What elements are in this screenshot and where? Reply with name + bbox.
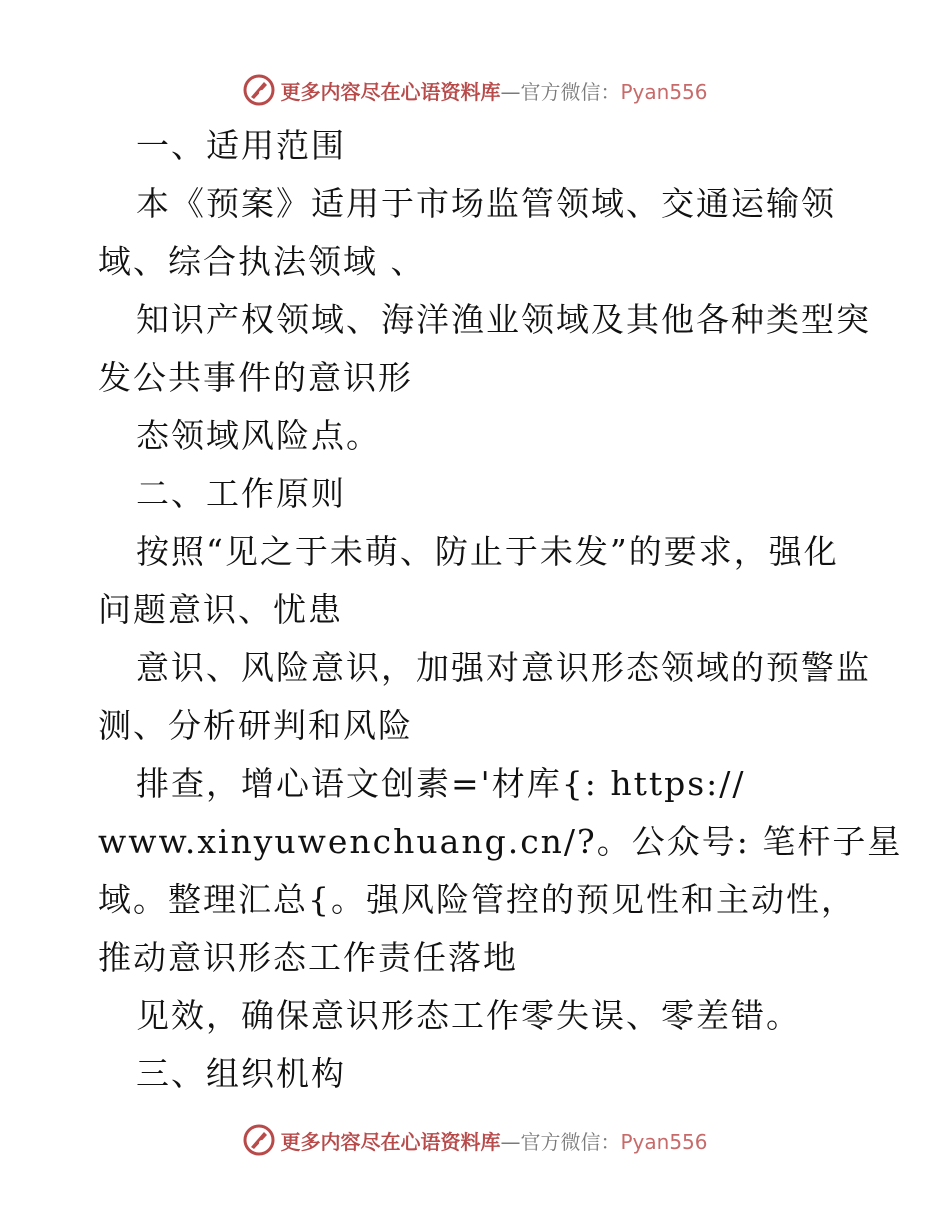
banner-text bbox=[280, 76, 707, 105]
banner-wechat-id: Pyan556 bbox=[620, 1129, 708, 1154]
footer-banner bbox=[0, 1120, 950, 1160]
paragraph-line: www.xinyuwenchuang.cn/?。公众号: 笔杆子星 bbox=[98, 822, 903, 861]
quill-seal-icon bbox=[242, 1123, 276, 1157]
banner-site-name: 更多内容尽在心语资料库 bbox=[280, 79, 501, 104]
banner-wechat-id: Pyan556 bbox=[620, 79, 708, 104]
section-heading-scope: 一、适用范围 bbox=[136, 126, 346, 165]
paragraph-line: 本《预案》适用于市场监管领域、交通运输领 bbox=[136, 184, 836, 223]
section-heading-principles: 二、工作原则 bbox=[136, 474, 346, 513]
paragraph-line: 问题意识、忧患 bbox=[98, 590, 343, 629]
paragraph-line: 见效，确保意识形态工作零失误、零差错。 bbox=[136, 996, 801, 1035]
quill-seal-icon bbox=[242, 73, 276, 107]
banner-text bbox=[280, 1126, 707, 1155]
paragraph-line: 态领域风险点。 bbox=[136, 416, 381, 455]
paragraph-line: 知识产权领域、海洋渔业领域及其他各种类型突 bbox=[136, 300, 871, 339]
paragraph-line: 域、综合执法领域 、 bbox=[98, 242, 426, 281]
section-heading-organization: 三、组织机构 bbox=[136, 1054, 346, 1093]
header-banner bbox=[0, 70, 950, 110]
paragraph-line: 排查，增心语文创素='材库{: https:// bbox=[136, 764, 746, 803]
banner-wechat-label: —官方微信： bbox=[500, 1129, 621, 1154]
paragraph-line: 测、分析研判和风险 bbox=[98, 706, 413, 745]
paragraph-line: 意识、风险意识，加强对意识形态领域的预警监 bbox=[136, 648, 871, 687]
paragraph-line: 推动意识形态工作责任落地 bbox=[98, 938, 518, 977]
paragraph-line: 按照“见之于未萌、防止于未发”的要求，强化 bbox=[136, 532, 839, 571]
paragraph-line: 发公共事件的意识形 bbox=[98, 358, 413, 397]
banner-wechat-label: —官方微信： bbox=[500, 79, 621, 104]
banner-site-name: 更多内容尽在心语资料库 bbox=[280, 1129, 501, 1154]
paragraph-line: 域。整理汇总{。强风险管控的预见性和主动性， bbox=[98, 880, 856, 919]
